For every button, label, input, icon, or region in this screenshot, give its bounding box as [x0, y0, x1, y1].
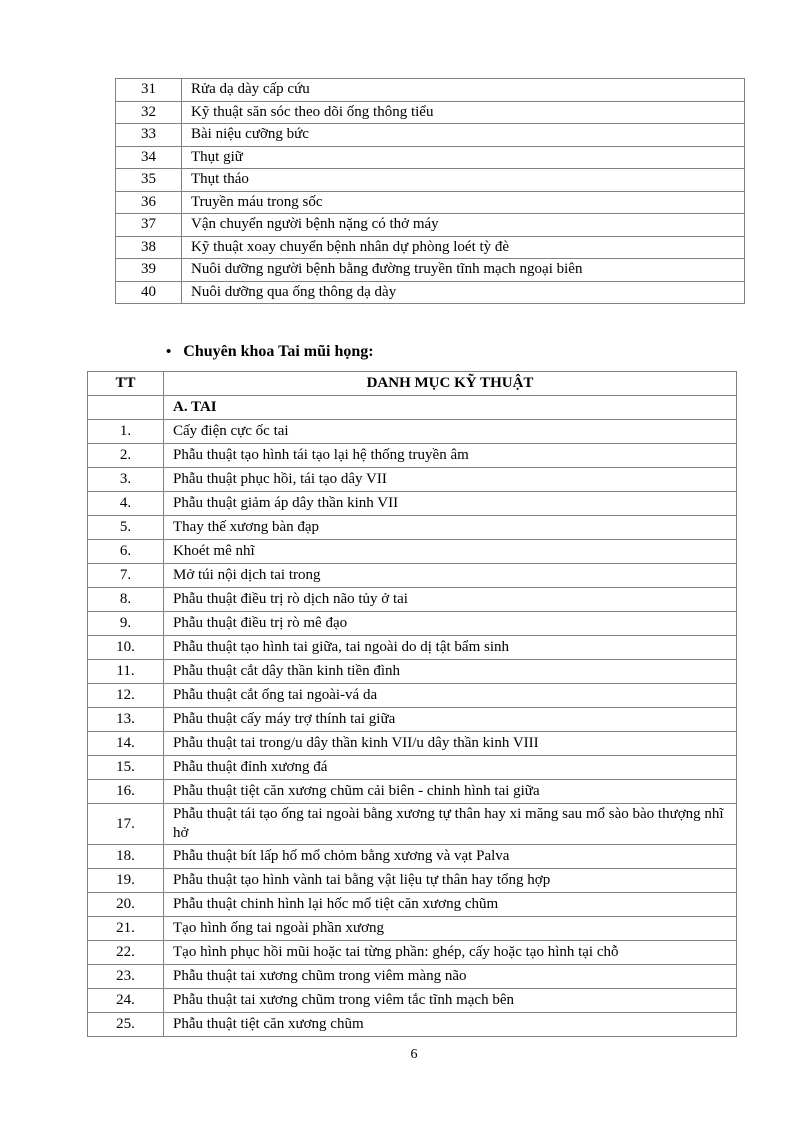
- table-row: [116, 146, 745, 169]
- table-row: [88, 941, 737, 965]
- table-row: [88, 636, 737, 660]
- section-heading: [166, 342, 374, 362]
- procedure-name-cell: Phẫu thuật cấy máy trợ thính tai giữa: [164, 708, 737, 732]
- row-number-cell: 5.: [88, 516, 164, 540]
- row-number-cell: 11.: [88, 660, 164, 684]
- row-number-cell: 2.: [88, 444, 164, 468]
- row-number-cell: 10.: [88, 636, 164, 660]
- table-row: [88, 732, 737, 756]
- row-number-cell: 33: [116, 124, 182, 147]
- section-heading-text: Chuyên khoa Tai mũi họng:: [183, 343, 374, 360]
- row-number-cell: 22.: [88, 941, 164, 965]
- row-number-cell: 16.: [88, 780, 164, 804]
- table-row: [116, 101, 745, 124]
- procedure-name-cell: Thụt giữ: [182, 146, 745, 169]
- procedure-name-cell: Phẫu thuật chinh hình lại hốc mổ tiệt căn xương chũm: [164, 893, 737, 917]
- procedure-name-cell: Bài niệu cưỡng bức: [182, 124, 745, 147]
- row-number-cell: 23.: [88, 965, 164, 989]
- procedure-name-cell: Khoét mê nhĩ: [164, 540, 737, 564]
- procedure-name-cell: Thay thế xương bàn đạp: [164, 516, 737, 540]
- row-number-cell: 24.: [88, 989, 164, 1013]
- section-title-cell: A. TAI: [164, 396, 737, 420]
- table-row: [88, 660, 737, 684]
- procedure-name-cell: Nuôi dưỡng qua ống thông dạ dày: [182, 281, 745, 304]
- procedure-name-cell: Phẫu thuật tai xương chũm trong viêm màng não: [164, 965, 737, 989]
- table-row: [88, 780, 737, 804]
- procedure-name-cell: Kỹ thuật xoay chuyển bệnh nhân dự phòng loét tỳ đè: [182, 236, 745, 259]
- table-row: [88, 420, 737, 444]
- table-row: [88, 612, 737, 636]
- table-row: [88, 444, 737, 468]
- procedure-name-cell: Kỹ thuật săn sóc theo dõi ống thông tiểu: [182, 101, 745, 124]
- table-row: [88, 588, 737, 612]
- table-row: [88, 1013, 737, 1037]
- table-row: [88, 564, 737, 588]
- row-number-cell: 19.: [88, 869, 164, 893]
- row-number-cell: 39: [116, 259, 182, 282]
- table-row: [116, 124, 745, 147]
- table-row: [88, 917, 737, 941]
- row-number-cell: 9.: [88, 612, 164, 636]
- procedure-name-cell: Rửa dạ dày cấp cứu: [182, 79, 745, 102]
- ent-procedure-table: [87, 371, 737, 1037]
- row-number-cell: 38: [116, 236, 182, 259]
- table-row: [88, 708, 737, 732]
- table-row: [88, 804, 737, 845]
- procedure-name-cell: Phẫu thuật tạo hình tai giữa, tai ngoài do dị tật bẩm sinh: [164, 636, 737, 660]
- row-number-cell: 25.: [88, 1013, 164, 1037]
- row-number-cell: 1.: [88, 420, 164, 444]
- table-row: [88, 756, 737, 780]
- procedure-name-cell: Tạo hình phục hồi mũi hoặc tai từng phần: ghép, cấy hoặc tạo hình tại chỗ: [164, 941, 737, 965]
- table-row: [88, 492, 737, 516]
- table-row: [116, 191, 745, 214]
- row-number-cell: 14.: [88, 732, 164, 756]
- table-row: [116, 281, 745, 304]
- row-number-cell: 4.: [88, 492, 164, 516]
- table-row: [88, 965, 737, 989]
- procedure-name-cell: Phẫu thuật cắt ống tai ngoài-vá da: [164, 684, 737, 708]
- procedure-name-cell: Phẫu thuật điều trị rò mê đạo: [164, 612, 737, 636]
- procedure-table-31-40: [115, 78, 745, 304]
- procedure-name-cell: Phẫu thuật giảm áp dây thần kinh VII: [164, 492, 737, 516]
- procedure-name-cell: Phẫu thuật tai trong/u dây thần kinh VII/u dây thần kinh VIII: [164, 732, 737, 756]
- procedure-name-cell: Tạo hình ống tai ngoài phần xương: [164, 917, 737, 941]
- procedure-name-cell: Vận chuyển người bệnh nặng có thở máy: [182, 214, 745, 237]
- tt-column-header: TT: [88, 372, 164, 396]
- row-number-cell: 31: [116, 79, 182, 102]
- table-header-row: [88, 372, 737, 396]
- procedure-name-cell: Phẫu thuật đỉnh xương đá: [164, 756, 737, 780]
- row-number-cell: 21.: [88, 917, 164, 941]
- procedure-name-cell: Phẫu thuật tai xương chũm trong viêm tắc tĩnh mạch bên: [164, 989, 737, 1013]
- procedure-name-cell: Mở túi nội dịch tai trong: [164, 564, 737, 588]
- row-number-cell: 20.: [88, 893, 164, 917]
- table-row: [116, 169, 745, 192]
- table-row: [88, 893, 737, 917]
- row-number-cell: 37: [116, 214, 182, 237]
- row-number-cell: 6.: [88, 540, 164, 564]
- row-number-cell: 18.: [88, 845, 164, 869]
- row-number-cell: 17.: [88, 804, 164, 845]
- page-number: 6: [410, 1047, 418, 1062]
- row-number-cell: 8.: [88, 588, 164, 612]
- section-row: [88, 396, 737, 420]
- empty-number-cell: [88, 396, 164, 420]
- table-row: [116, 79, 745, 102]
- procedure-name-cell: Phẫu thuật bít lấp hố mổ chỏm bằng xương và vạt Palva: [164, 845, 737, 869]
- table-row: [116, 214, 745, 237]
- name-column-header: DANH MỤC KỸ THUẬT: [164, 372, 737, 396]
- row-number-cell: 7.: [88, 564, 164, 588]
- table-row: [88, 869, 737, 893]
- row-number-cell: 34: [116, 146, 182, 169]
- row-number-cell: 40: [116, 281, 182, 304]
- row-number-cell: 15.: [88, 756, 164, 780]
- row-number-cell: 3.: [88, 468, 164, 492]
- table-row: [88, 684, 737, 708]
- row-number-cell: 35: [116, 169, 182, 192]
- procedure-name-cell: Phẫu thuật tạo hình tái tạo lại hệ thống truyền âm: [164, 444, 737, 468]
- row-number-cell: 13.: [88, 708, 164, 732]
- procedure-name-cell: Truyền máu trong sốc: [182, 191, 745, 214]
- procedure-name-cell: Phẫu thuật tạo hình vành tai bằng vật liệu tự thân hay tổng hợp: [164, 869, 737, 893]
- table-row: [88, 540, 737, 564]
- procedure-name-cell: Phẫu thuật tái tạo ống tai ngoài bằng xương tự thân hay xi măng sau mổ sào bào thượng nhĩ hở: [164, 804, 737, 845]
- procedure-name-cell: Nuôi dưỡng người bệnh bằng đường truyền tĩnh mạch ngoại biên: [182, 259, 745, 282]
- table-row: [88, 845, 737, 869]
- row-number-cell: 32: [116, 101, 182, 124]
- procedure-name-cell: Phẫu thuật cắt dây thần kinh tiền đình: [164, 660, 737, 684]
- bullet-icon: •: [166, 344, 172, 360]
- table-row: [116, 259, 745, 282]
- row-number-cell: 36: [116, 191, 182, 214]
- table-row: [88, 516, 737, 540]
- procedure-name-cell: Phẫu thuật điều trị rò dịch não tủy ở tai: [164, 588, 737, 612]
- procedure-name-cell: Phẫu thuật phục hồi, tái tạo dây VII: [164, 468, 737, 492]
- procedure-name-cell: Phẫu thuật tiệt căn xương chũm cải biên - chinh hình tai giữa: [164, 780, 737, 804]
- procedure-name-cell: Thụt tháo: [182, 169, 745, 192]
- procedure-name-cell: Cấy điện cực ốc tai: [164, 420, 737, 444]
- table-row: [88, 989, 737, 1013]
- procedure-name-cell: Phẫu thuật tiệt căn xương chũm: [164, 1013, 737, 1037]
- table-row: [116, 236, 745, 259]
- table-row: [88, 468, 737, 492]
- row-number-cell: 12.: [88, 684, 164, 708]
